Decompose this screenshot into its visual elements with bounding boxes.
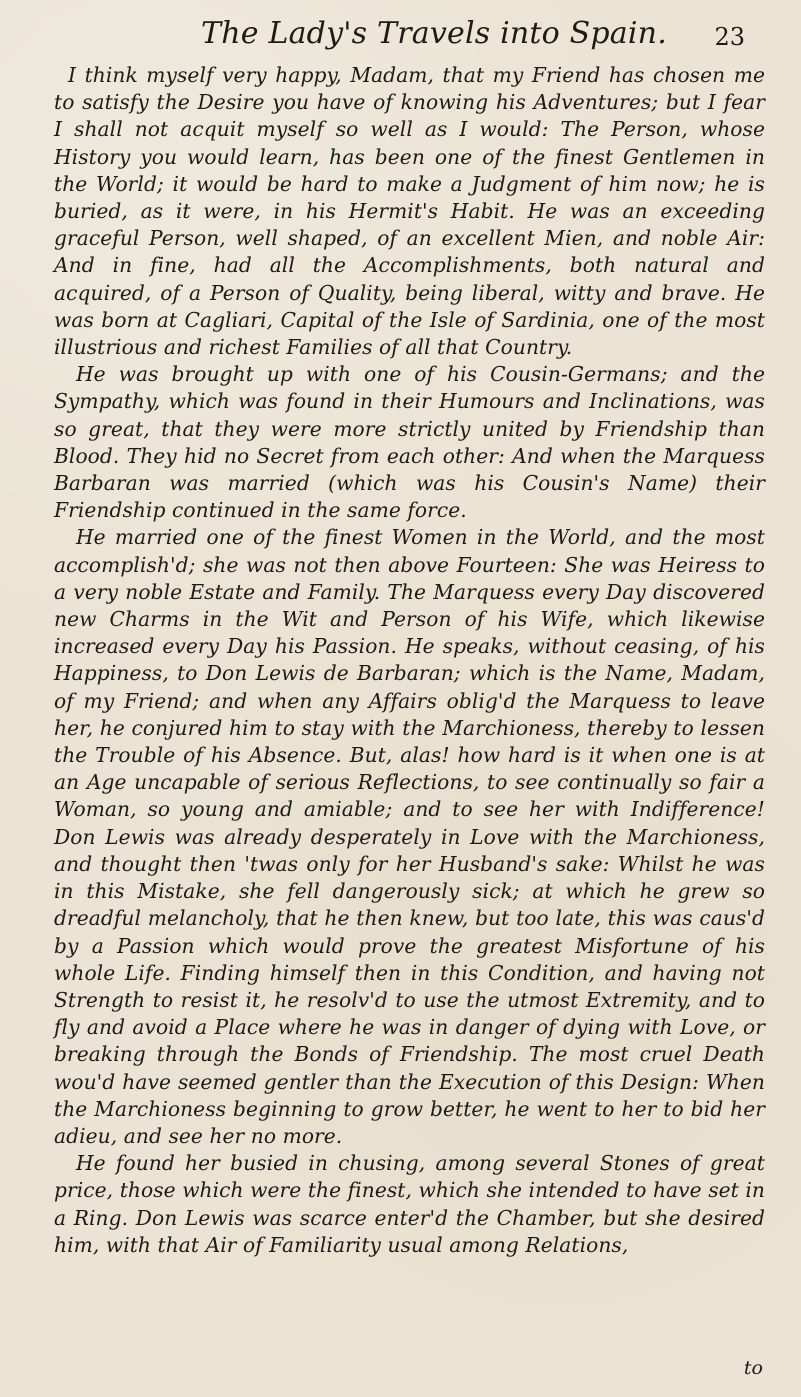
paragraph-4: He found her busied in chusing, among several Stones of great price, those which were the finest, which she intended to have set in a Ring. Don Lewis was scarce enter'd the Chamber, but she desired him, with that Air of Familiarity usual among Relations, [54,1151,765,1257]
body-text [54,62,765,1259]
paragraph-3: He married one of the finest Women in the World, and the most accomplish'd; she was not then above Fourteen: She was Heiress to a very noble Estate and Family. The Marquess every Day discovered new Charms in the Wit and Person of his Wife, which likewise increased every Day his Passion. He speaks, without ceasing, of his Happiness, to Don Lewis de Barbaran; which is the Name, Madam, of my Friend; and when any Affairs oblig'd the Marquess to leave her, he conjured him to stay with the Marchioness, thereby to lessen the Trouble of his Absence. But, alas! how hard is it when one is at an Age uncapable of serious Reflections, to see continually so fair a Woman, so young and amiable; and to see her with Indifference! Don Lewis was already desperately in Love with the Marchioness, and thought then 'twas only for her Husband's sake: Whilst he was in this Mistake, she fell dangerously sick; at which he grew so dreadful melancholy, that he then knew, but too late, this was caus'd by a Passion which would prove the greatest Misfortune of his whole Life. Finding himself then in this Condition, and having not Strength to resist it, he resolv'd to use the utmost Extremity, and to fly and avoid a Place where he was in danger of dying with Love, or breaking through the Bonds of Friendship. The most cruel Death wou'd have seemed gentler than the Execution of this Design: When the Marchioness beginning to grow better, he went to her to bid her adieu, and see her no more. [54,525,765,1148]
paragraph-1: I think myself very happy, Madam, that my Friend has chosen me to satisfy the Desire you have of knowing his Adventures; but I fear I shall not acquit myself so well as I would: The Person, whose History you would learn, has been one of the finest Gentlemen in the World; it would be hard to make a Judgment of him now; he is buried, as it were, in his Hermit's Habit. He was an exceeding graceful Person, well shaped, of an excellent Mien, and noble Air: And in fine, had all the Accomplishments, both natural and acquired, of a Person of Quality, being liberal, witty and brave. He was born at Cagliari, Capital of the Isle of Sardinia, one of the most illustrious and richest Families of all that Country. [54,63,765,360]
paragraph-2: He was brought up with one of his Cousin-Germans; and the Sympathy, which was found in their Humours and Inclinations, was so great, that they were more strictly united by Friendship than Blood. They hid no Secret from each other: And when the Marquess Barbaran was married (which was his Cousin's Name) their Friendship continued in the same force. [54,362,765,523]
page-header [54,16,765,58]
page-number: 23 [714,23,745,51]
catchword: to [743,1357,763,1379]
running-title: The Lady's Travels into Spain. [201,16,667,51]
